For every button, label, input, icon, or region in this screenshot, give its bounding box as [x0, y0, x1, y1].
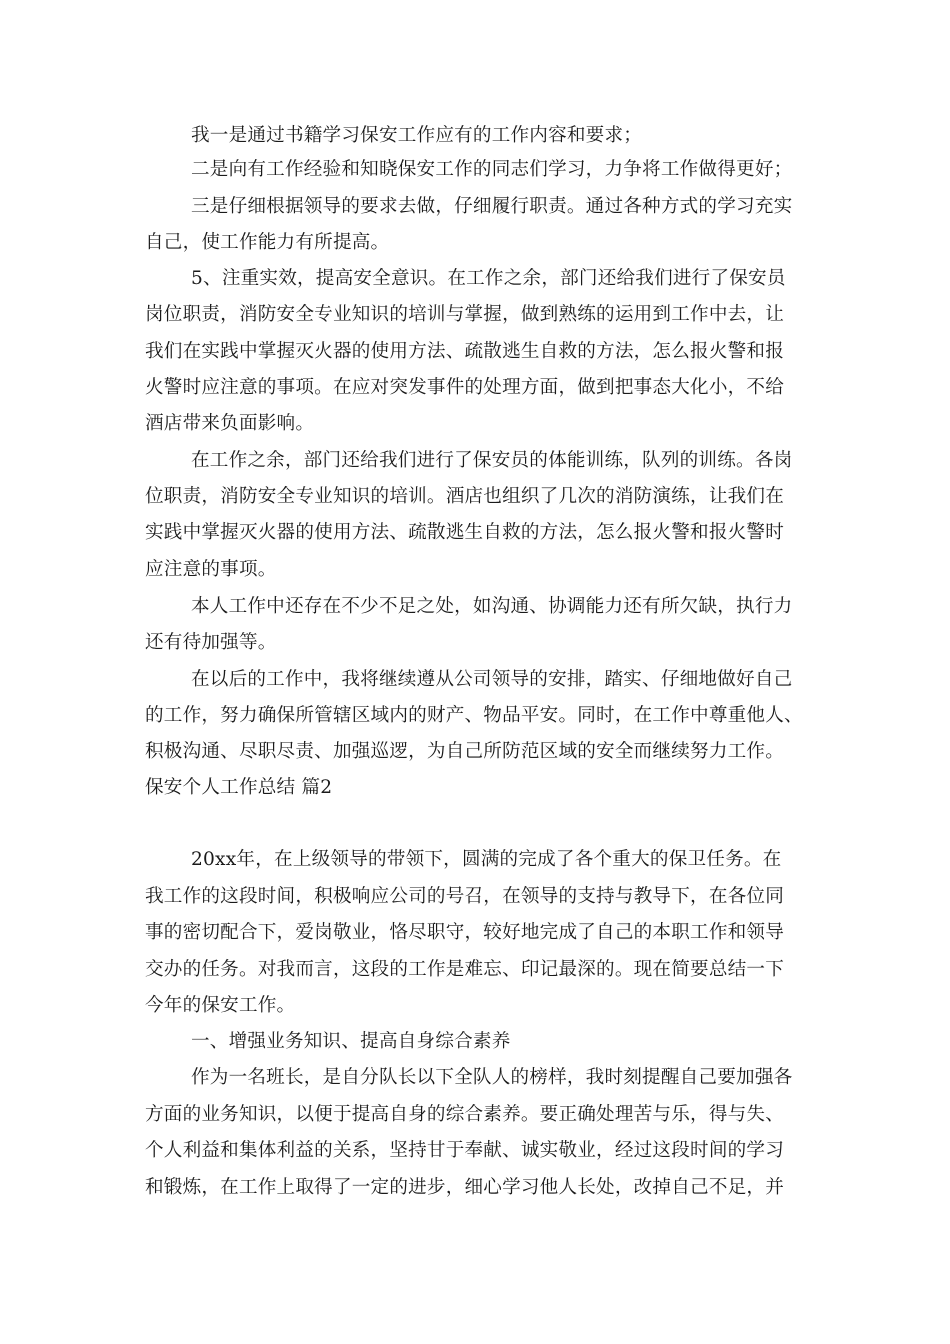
subheading: 一、增强业务知识、提高自身综合素养 — [191, 1031, 511, 1052]
text-line: 岗位职责，消防安全专业知识的培训与掌握，做到熟练的运用到工作中去，让 — [145, 304, 784, 325]
text-line: 实践中掌握灭火器的使用方法、疏散逃生自救的方法，怎么报火警和报火警时 — [145, 522, 784, 543]
text-line: 我工作的这段时间，积极响应公司的号召，在领导的支持与教导下，在各位同 — [145, 886, 784, 907]
section-heading: 保安个人工作总结 篇2 — [145, 777, 333, 798]
text-line: 作为一名班长，是自分队长以下全队人的榜样，我时刻提醒自己要加强各 — [191, 1067, 793, 1088]
text-line: 和锻炼，在工作上取得了一定的进步，细心学习他人长处，改掉自己不足，并 — [145, 1177, 784, 1198]
text-line: 我们在实践中掌握灭火器的使用方法、疏散逃生自救的方法，怎么报火警和报 — [145, 341, 784, 362]
text-line: 今年的保安工作。 — [145, 995, 296, 1016]
text-line: 个人利益和集体利益的关系，坚持甘于奉献、诚实敬业，经过这段时间的学习 — [145, 1140, 784, 1161]
text-line: 二是向有工作经验和知晓保安工作的同志们学习，力争将工作做得更好； — [191, 159, 793, 180]
text-line: 事的密切配合下，爱岗敬业，恪尽职守，较好地完成了自己的本职工作和领导 — [145, 922, 784, 943]
text-line: 方面的业务知识，以便于提高自身的综合素养。要正确处理苦与乐，得与失、 — [145, 1104, 784, 1125]
text-line: 积极沟通、尽职尽责、加强巡逻，为自己所防范区域的安全而继续努力工作。 — [145, 741, 784, 762]
text-line: 5、注重实效，提高安全意识。在工作之余，部门还给我们进行了保安员 — [191, 268, 786, 289]
text-line: 我一是通过书籍学习保安工作应有的工作内容和要求； — [191, 125, 643, 146]
text-line: 本人工作中还存在不少不足之处，如沟通、协调能力还有所欠缺，执行力 — [191, 596, 793, 617]
text-line: 20xx年，在上级领导的带领下，圆满的完成了各个重大的保卫任务。在 — [191, 849, 782, 870]
text-line: 的工作，努力确保所管辖区域内的财产、物品平安。同时，在工作中尊重他人、 — [145, 705, 803, 726]
text-line: 火警时应注意的事项。在应对突发事件的处理方面，做到把事态大化小，不给 — [145, 377, 784, 398]
text-line: 位职责，消防安全专业知识的培训。酒店也组织了几次的消防演练，让我们在 — [145, 486, 784, 507]
text-line: 酒店带来负面影响。 — [145, 413, 315, 434]
text-line: 在以后的工作中，我将继续遵从公司领导的安排，踏实、仔细地做好自己 — [191, 669, 793, 690]
text-line: 还有待加强等。 — [145, 632, 277, 653]
text-line: 交办的任务。对我而言，这段的工作是难忘、印记最深的。现在简要总结一下 — [145, 959, 784, 980]
text-line: 三是仔细根据领导的要求去做，仔细履行职责。通过各种方式的学习充实 — [191, 196, 793, 217]
text-line: 自己，使工作能力有所提高。 — [145, 232, 390, 253]
text-line: 在工作之余，部门还给我们进行了保安员的体能训练，队列的训练。各岗 — [191, 450, 793, 471]
text-line: 应注意的事项。 — [145, 559, 277, 580]
